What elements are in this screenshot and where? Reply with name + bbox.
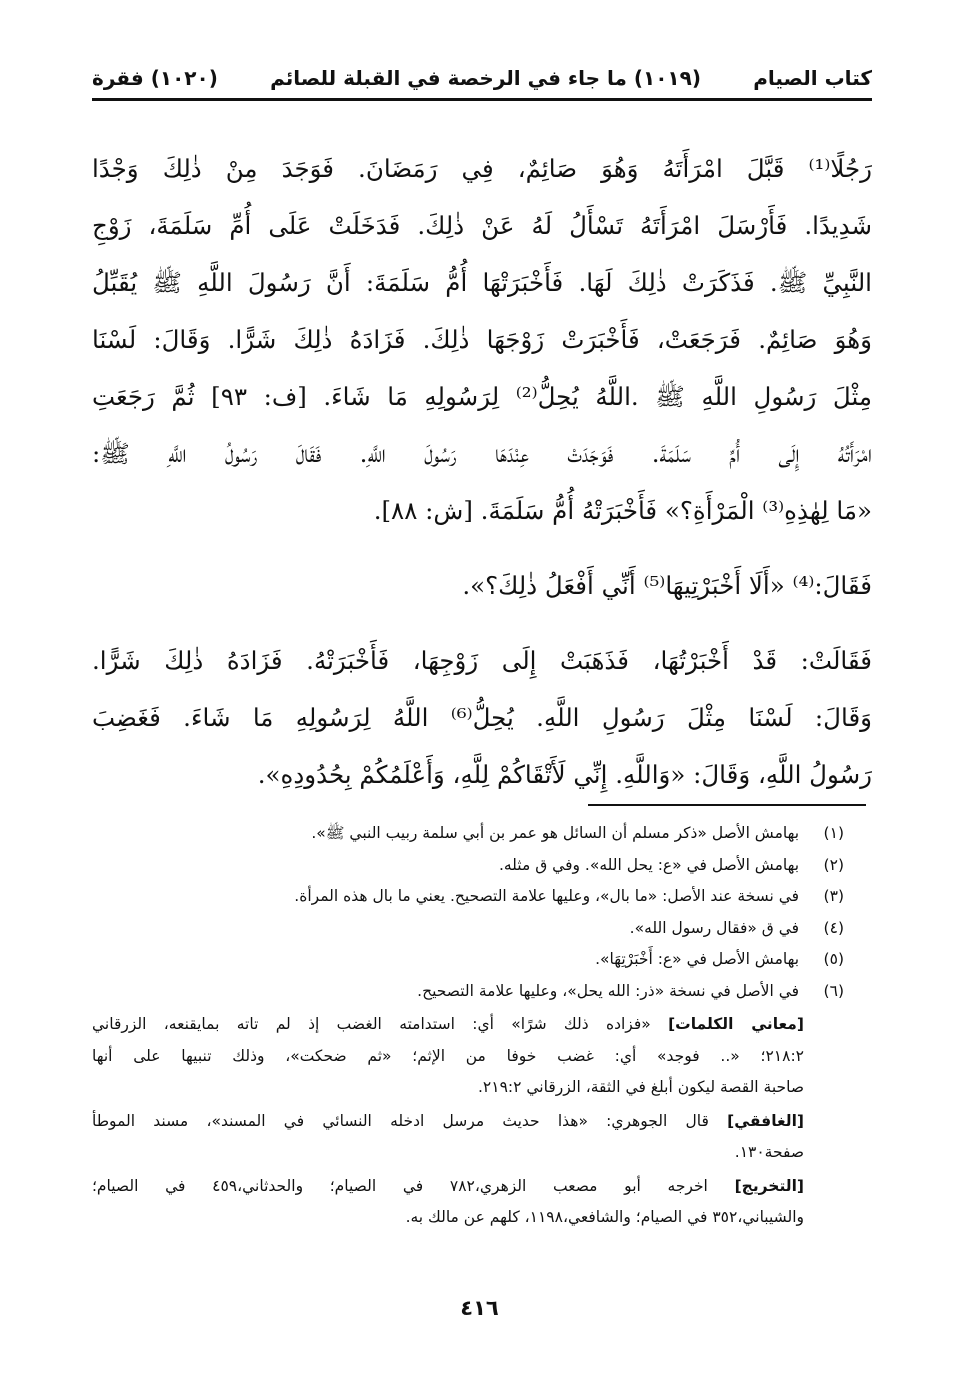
section-tag: [الغافقي] <box>727 1111 804 1130</box>
footnote-text: بهامش الأصل في «ع: أَخْبَرْتِهَا». <box>595 950 800 968</box>
footnote-number: (٤) <box>823 918 844 937</box>
text-line: امْرَأَتُهُ إِلَى أُمِّ سَلَمَةَ. فَوَجَدَتْ عِنْدَهَا رَسُولَ اللَّهِ. فَقَالَ رَسُولُ اللَّهِ ﷺ: <box>92 439 872 468</box>
page-number: ٤١٦ <box>460 1296 499 1320</box>
takhrij-section <box>92 1171 844 1234</box>
footnotes <box>92 818 844 1234</box>
section-line: ٢١٨:٢؛ «.. فوجد» أي: غضب خوفا من الإثم؛ «ثم ضحكت»، وذلك تنبيها على أنها <box>92 1046 804 1065</box>
text-line: «مَا لِهٰذِهِ⁽³⁾ الْمَرْأَةِ؟» فَأَخْبَرَتْهُ أُمُّ سَلَمَةَ. [ش: ٨٨]. <box>373 496 872 525</box>
text-line: فَقَالَتْ: قَدْ أَخْبَرْتُهَا، فَذَهَبَتْ إِلَى زَوْجِهَا، فَأَخْبَرَتْهُ. فَزَادَهُ ذٰلِكَ شَرًّا. <box>92 646 872 675</box>
section-line: صفحة١٣٠. <box>734 1143 804 1161</box>
footnote-text: في ق «فقال رسول الله». <box>629 918 800 937</box>
text-line: وَقَالَ: لَسْنَا مِثْلَ رَسُولِ اللَّهِ. يُحِلُّ⁽⁶⁾ اللَّهُ لِرَسُولِهِ مَا شَاءَ. فَغَضِبَ <box>92 703 872 732</box>
footnote-number: (٦) <box>823 981 844 1000</box>
section-line: والشيباني،٣٥٢ في الصيام؛ والشافعي،١١٩٨، كلهم عن مالك به. <box>405 1208 804 1226</box>
running-header <box>92 58 872 101</box>
header-chapter-title: (١٠١٩) ما جاء في الرخصة في القبلة للصائم <box>270 66 701 90</box>
footnote-text: في الأصل في نسخة «ذر: الله يحل»، وعليها علامة التصحيح. <box>417 981 800 1000</box>
text-line: النَّبِيِّ ﷺ. فَذَكَرَتْ ذٰلِكَ لَهَا. فَأَخْبَرَتْهَا أُمُّ سَلَمَةَ: أَنَّ رَسُولَ اللَّهِ ﷺ يُقَبِّلُ <box>92 268 872 297</box>
word-meanings-section <box>92 1009 844 1104</box>
section-tag: [التخريج] <box>734 1176 805 1195</box>
section-text: قال الجوهري: «هذا حديث مرسل ادخله النسائي في المسند»، مسند الموطأ <box>92 1111 709 1130</box>
header-paragraph-number: (١٠٢٠) فقرة <box>92 66 218 90</box>
hadith-text <box>92 140 872 803</box>
section-text: اخرجه أبو مصعب الزهري،٧٨٢ في الصيام؛ والحدثاني،٤٥٩ في الصيام؛ <box>92 1176 708 1195</box>
footnote-item <box>92 850 844 882</box>
section-line <box>92 1106 804 1138</box>
section-line: صاحبة القصة ليكون أبلغ في الثقة، الزرقاني ٢١٩:٢. <box>477 1078 804 1096</box>
text-line: وَهُوَ صَائِمٌ. فَرَجَعَتْ، فَأَخْبَرَتْ زَوْجَهَا ذٰلِكَ. فَزَادَهُ ذٰلِكَ شَرًّا. وَقَالَ: لَسْنَا <box>92 325 872 354</box>
section-line <box>92 1009 804 1041</box>
footnote-number: (٣) <box>823 887 844 905</box>
footnote-item <box>92 913 844 945</box>
hadith-paragraph-3 <box>92 632 872 803</box>
footnote-item <box>92 944 844 976</box>
footnote-item <box>92 881 844 913</box>
hadith-paragraph-1 <box>92 140 872 539</box>
footnote-item <box>92 818 844 850</box>
section-text: «فزاده ذلك شرًا» أي: استدامته الغضب إذ لم تاته بمايقنعه، الزرقاني <box>92 1015 651 1033</box>
footnote-text: بهامش الأصل «ذكر مسلم أن السائل هو عمر بن أبي سلمة ربيب النبي ﷺ». <box>311 824 800 842</box>
hadith-paragraph-2 <box>92 557 872 614</box>
section-tag: [معاني الكلمات] <box>668 1015 804 1033</box>
footnote-separator <box>588 804 866 806</box>
ghafiqi-section <box>92 1106 844 1169</box>
header-book-title: كتاب الصيام <box>753 66 872 90</box>
footnote-text: في نسخة عند الأصل: «ما بال»، وعليها علامة التصحيح. يعني ما بال هذه المرأة. <box>294 887 800 905</box>
footnote-text: بهامش الأصل في «ع: يحل الله». وفي ق مثله. <box>498 855 800 874</box>
footnote-number: (٥) <box>823 950 844 968</box>
text-line: رَسُولُ اللَّهِ، وَقَالَ: «وَاللَّهِ. إِنِّي لَأَتْقَاكُمْ لِلَّهِ، وَأَعْلَمُكُمْ بِحُدُودِهِ». <box>257 760 872 789</box>
text-line: رَجُلًا⁽¹⁾ قَبَّلَ امْرَأَتَهُ وَهُوَ صَائِمٌ، فِي رَمَضَانَ. فَوَجَدَ مِنْ ذٰلِكَ وَجْدًا <box>92 154 872 183</box>
text-line: شَدِيدًا. فَأَرْسَلَ امْرَأَتَهُ تَسْأَلُ لَهُ عَنْ ذٰلِكَ. فَدَخَلَتْ عَلَى أُمِّ سَلَمَةَ، زَوْجِ <box>92 211 872 240</box>
section-line <box>92 1171 804 1203</box>
text-line: مِثْلَ رَسُولِ اللَّهِ ﷺ .اللَّهُ يُحِلُّ⁽²⁾ لِرَسُولِهِ مَا شَاءَ. [ف: ٩٣] ثُمَّ رَجَعَتِ <box>92 382 872 411</box>
footnote-number: (١) <box>823 824 844 842</box>
footnote-item <box>92 976 844 1008</box>
text-line: فَقَالَ:⁽⁴⁾ «أَلَا أَخْبَرْتِيهَا⁽⁵⁾ أَنِّي أَفْعَلُ ذٰلِكَ؟». <box>462 571 872 600</box>
footnote-number: (٢) <box>823 855 844 874</box>
